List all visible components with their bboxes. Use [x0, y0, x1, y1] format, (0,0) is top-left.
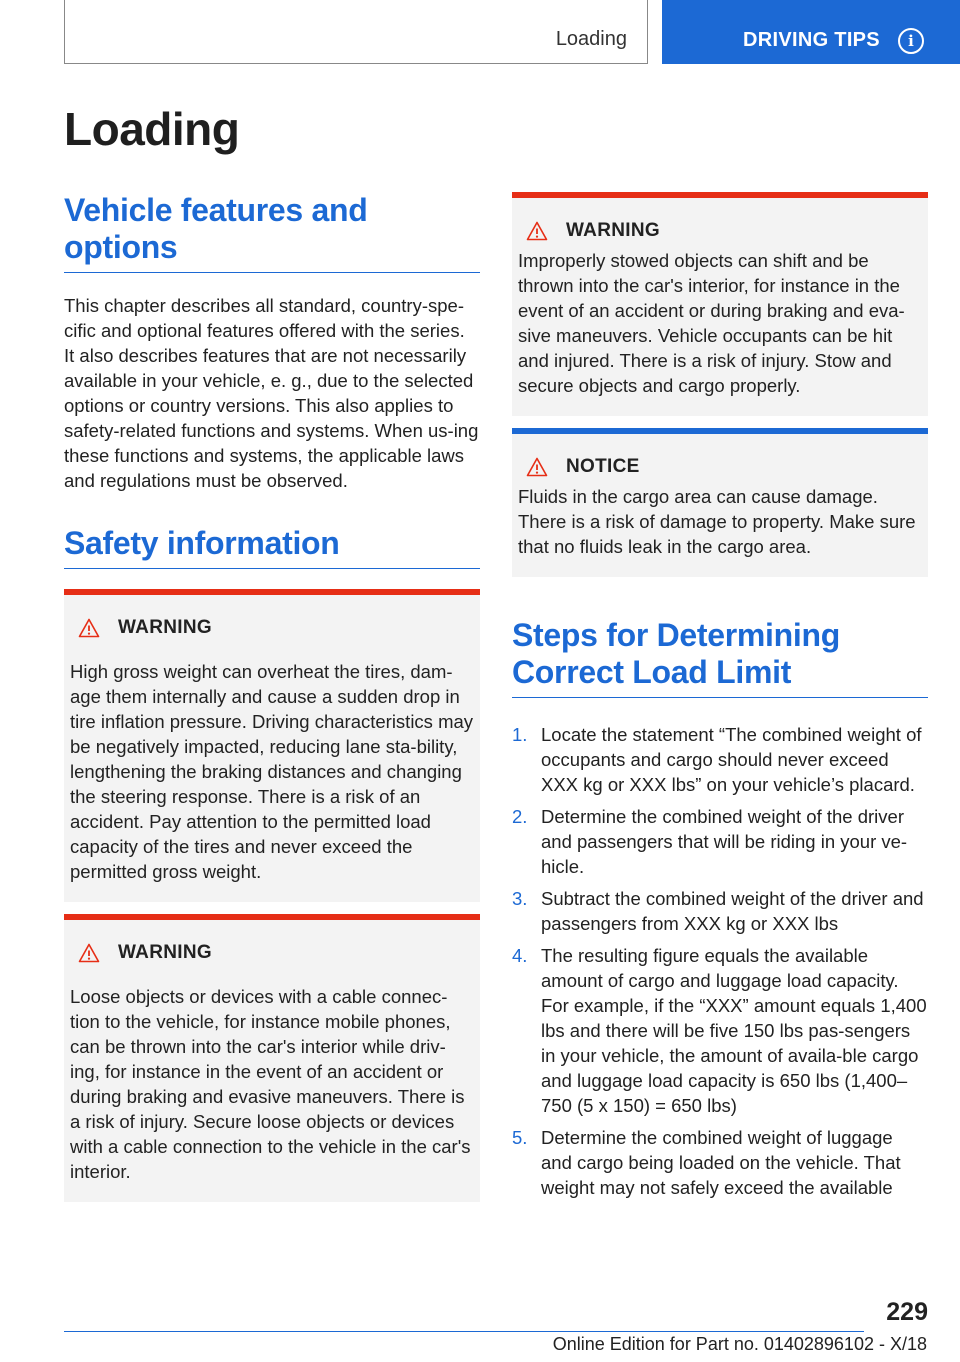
notice-box-header	[526, 456, 922, 478]
warning-box-gross-weight	[64, 589, 480, 902]
footer-divider	[64, 1331, 864, 1332]
warning-title: WARNING	[118, 617, 212, 638]
header-chapter-label: DRIVING TIPS	[743, 29, 880, 51]
step-text: Determine the combined weight of the driver and passengers that will be riding in your ve-hicle.	[541, 806, 908, 877]
warning-text: Improperly stowed objects can shift and be thrown into the car's interior, for instance in the event of an accident or during braking and eva-sive maneuvers. Vehicle occupants can be hit and injured. There is a risk of injury. Stow and secure objects and cargo properly.	[518, 250, 905, 396]
footer-edition-text: Online Edition for Part no. 01402896102 - X/18	[552, 1334, 927, 1354]
warning-triangle-icon	[526, 221, 548, 241]
warning-box-header	[526, 220, 922, 242]
step-text: Determine the combined weight of luggage and cargo being loaded on the vehicle. That weight may not safely exceed the available	[541, 1127, 901, 1198]
warning-triangle-icon	[526, 457, 548, 477]
warning-box-stowed-objects	[512, 192, 928, 416]
load-limit-steps-list	[512, 722, 928, 1200]
notice-title: NOTICE	[566, 456, 640, 477]
list-item	[512, 886, 928, 936]
step-text: Subtract the combined weight of the driver and passengers from XXX kg or XXX lbs	[541, 888, 924, 934]
notice-text: Fluids in the cargo area can cause damage. There is a risk of damage to property. Make sure that no fluids leak in the cargo area.	[518, 486, 916, 557]
page-number: 229	[886, 1298, 928, 1326]
right-column	[512, 192, 928, 1207]
warning-triangle-icon	[78, 618, 100, 638]
warning-text: High gross weight can overheat the tires, dam-age them internally and cause a sudden drop in tire inflation pressure. Driving characteristics may be negatively impacted, reducing lane sta-bility, lengthening the braking distances and changing the steering response. There is a risk of an accident. Pay attention to the permitted load capacity of the tires and never exceed the permitted gross weight.	[70, 661, 474, 882]
section-heading-load-limit: Steps for Determining Correct Load Limit	[512, 617, 928, 698]
list-item	[512, 722, 928, 797]
warning-title: WARNING	[118, 942, 212, 963]
list-item	[512, 943, 928, 1118]
header-section-label: Loading	[555, 28, 627, 50]
list-item	[512, 1125, 928, 1200]
header-section-tab	[64, 0, 648, 64]
step-number: 5.	[512, 1127, 528, 1148]
warning-triangle-icon	[78, 943, 100, 963]
step-number: 3.	[512, 888, 528, 909]
list-item	[512, 804, 928, 879]
warning-title: WARNING	[566, 220, 660, 241]
warning-box-header	[78, 617, 474, 639]
step-number: 4.	[512, 945, 528, 966]
warning-text: Loose objects or devices with a cable connec-tion to the vehicle, for instance mobile phones, can be thrown into the car's interior while driv-ing, for instance in the event of an accident or during braking and evasive maneuvers. There is a risk of injury. Secure loose objects or devices with a cable connection to the vehicle in the car's interior.	[70, 986, 471, 1182]
header-chapter-tab[interactable]	[662, 0, 960, 64]
step-number: 2.	[512, 806, 528, 827]
info-icon[interactable]: i	[898, 28, 924, 54]
warning-box-header	[78, 942, 474, 964]
step-number: 1.	[512, 724, 528, 745]
page-title: Loading	[64, 103, 240, 155]
section-heading-vehicle-features: Vehicle features and options	[64, 192, 480, 273]
step-text: Locate the statement “The combined weight of occupants and cargo should never exceed XXX kg or XXX lbs” on your vehicle’s placard.	[541, 724, 922, 795]
vehicle-features-paragraph: This chapter describes all standard, country-spe-cific and optional features offered with the series. It also describes features that are not necessarily available in your vehicle, e. g., due to the selected options or country versions. This also applies to safety-related functions and systems. When us-ing these functions and systems, the applicable laws and regulations must be observed.	[64, 295, 479, 491]
step-text: The resulting figure equals the available amount of cargo and luggage load capacity. For example, if the “XXX” amount equals 1,400 lbs and there will be five 150 lbs pas-sengers in your vehicle, the amount of availa-ble cargo and luggage load capacity is 650 lbs (1,400–750 (5 x 150) = 650 lbs)	[541, 945, 927, 1116]
notice-box-fluids	[512, 428, 928, 577]
warning-box-loose-objects	[64, 914, 480, 1202]
left-column	[64, 192, 480, 1202]
section-heading-safety-information: Safety information	[64, 525, 480, 569]
